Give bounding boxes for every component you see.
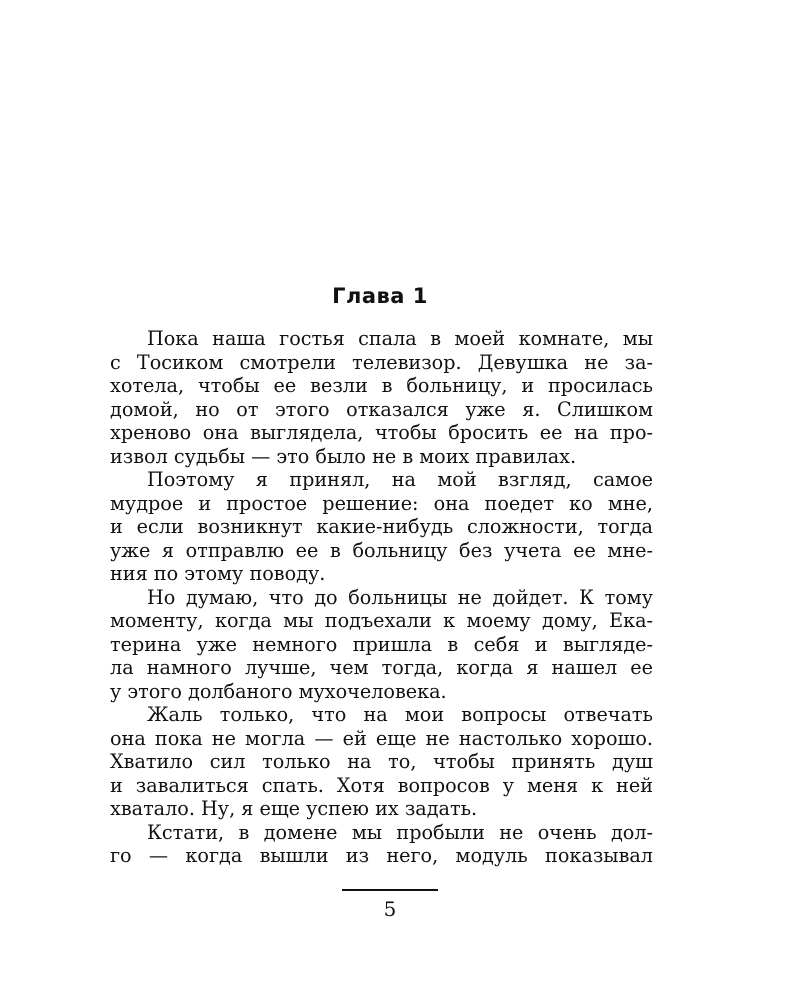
body-text: [110, 327, 653, 868]
page-number: 5: [383, 897, 397, 921]
chapter-title: Глава 1: [332, 284, 428, 308]
text-line: Жаль только, что на мои вопросы отвечать: [147, 703, 653, 726]
text-line: с Тосиком смотрели телевизор. Девушка не за-: [110, 350, 653, 374]
text-line: ла намного лучше, чем тогда, когда я нашел ее: [110, 656, 653, 679]
text-line: моменту, когда мы подъехали к моему дому, Ека-: [110, 609, 653, 632]
text-line: у этого долбаного мухочеловека.: [110, 679, 447, 703]
text-line: Пока наша гостья спала в моей комнате, мы: [147, 327, 653, 350]
text-line: Поэтому я принял, на мой взгляд, самое: [147, 468, 653, 491]
text-line: терина уже немного пришла в себя и выгляде-: [110, 632, 653, 656]
text-line: хреново она выглядела, чтобы бросить ее на про-: [110, 421, 653, 444]
text-line: и если возникнут какие-нибудь сложности, тогда: [110, 515, 653, 538]
text-line: извол судьбы — это было не в моих правилах.: [110, 444, 577, 468]
text-line: уже я отправлю ее в больницу без учета ее мне-: [110, 538, 653, 562]
text-line: Но думаю, что до больницы не дойдет. К тому: [147, 585, 653, 609]
text-line: го — когда вышли из него, модуль показывал: [110, 844, 653, 867]
text-line: и завалиться спать. Хотя вопросов у меня к ней: [110, 773, 653, 797]
text-line: хотела, чтобы ее везли в больницу, и просилась: [110, 374, 653, 397]
text-line: ния по этому поводу.: [110, 562, 326, 585]
footer-divider: [342, 889, 438, 891]
text-line: она пока не могла — ей еще не настолько хорошо.: [110, 726, 653, 750]
text-line: мудрое и простое решение: она поедет ко мне,: [110, 491, 653, 515]
text-line: хватало. Ну, я еще успею их задать.: [110, 797, 478, 820]
text-line: домой, но от этого отказался уже я. Слишком: [110, 397, 653, 421]
text-line: Кстати, в домене мы пробыли не очень дол-: [147, 820, 653, 844]
text-line: Хватило сил только на то, чтобы принять душ: [110, 750, 653, 773]
